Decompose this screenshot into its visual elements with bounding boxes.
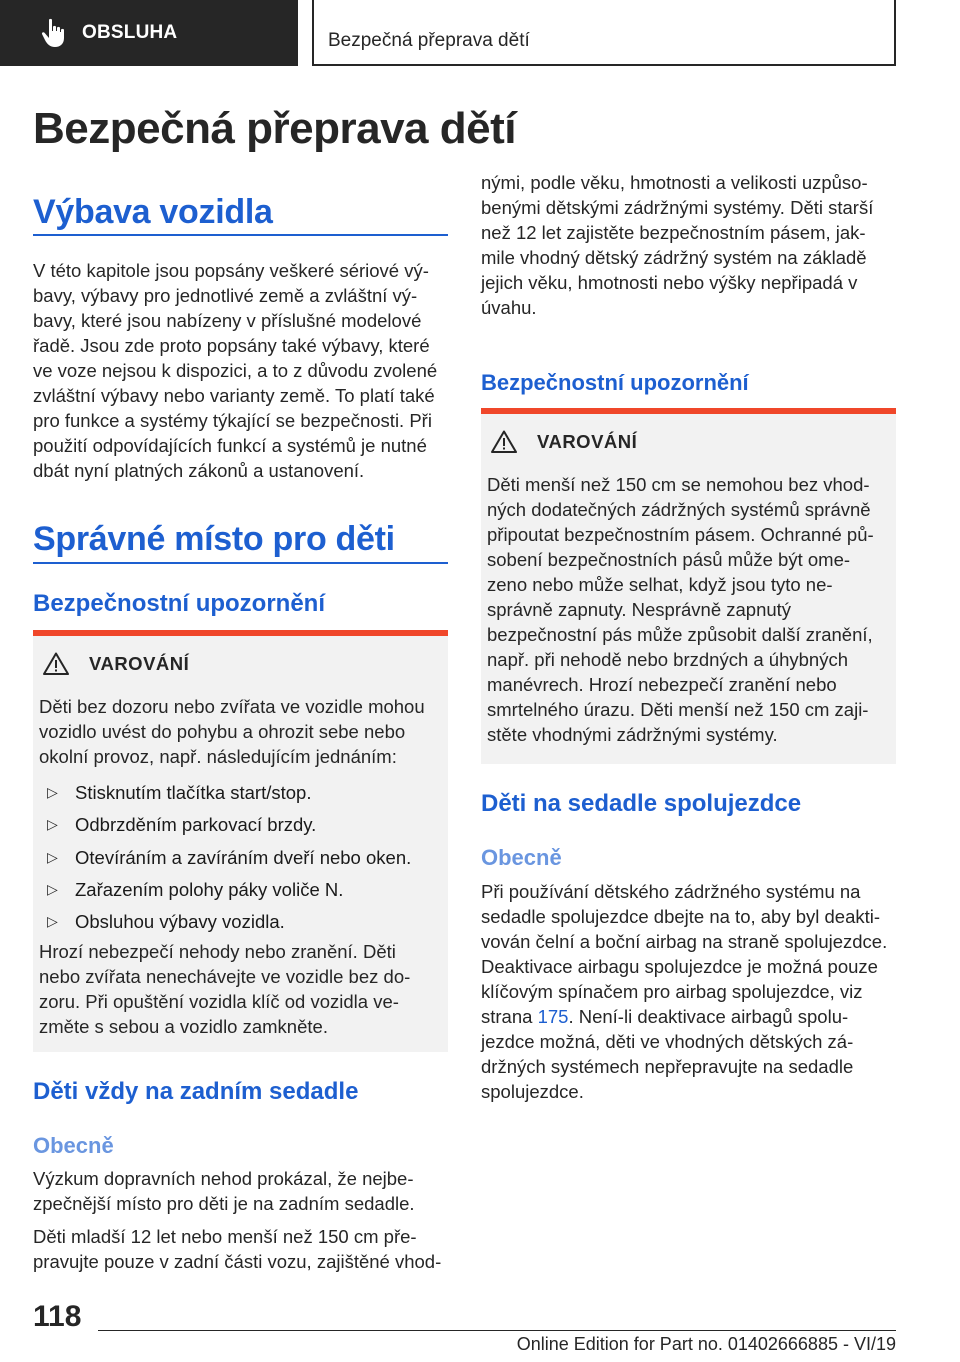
warning-text: Děti menší než 150 cm se nemohou bez vhod- ných dodatečných zádržných systémů správně připoutat bezpečnostním pásem. Ochranné pů- sobení bezpečnostních pásů může být ome- zeno nebo může selhat, když jsou tyto ne- správně zapnuty. Nesprávně zapnutý bezpečnostní pás může způsobit další zranění, např. při nehodě nebo brzdných a úhybných manévrech. Hrozí nebezpečí zranění nebo smrtelného úrazu. Děti menší než 150 cm zaji- stěte vhodnými zádržnými systémy. <box>487 474 874 745</box>
hand-pointer-icon <box>40 18 66 48</box>
warning-box <box>33 630 448 1052</box>
bullet-triangle-icon: ▷ <box>47 913 58 929</box>
subheading-general: Obecně <box>481 845 562 870</box>
rear-seat-paragraph-1: Výzkum dopravních nehod prokázal, že nejbe- zpečnější místo pro děti je na zadním sedadle. <box>33 1168 415 1214</box>
edition-note: Online Edition for Part no. 01402666885 - VI/19 <box>516 1334 896 1354</box>
rear-seat-paragraph-2: Děti mladší 12 let nebo menší než 150 cm pře- pravujte pouze v zadní části vozu, zajištěné vhod- <box>33 1226 442 1272</box>
list-item: ▷ Obsluhou výbavy vozidla. <box>47 911 285 932</box>
section-label: OBSLUHA <box>82 22 178 43</box>
page-title: Bezpečná přeprava dětí <box>33 104 516 153</box>
subheading-general: Obecně <box>33 1133 114 1158</box>
subheading-safety: Bezpečnostní upozornění <box>33 590 326 617</box>
footer-rule <box>98 1330 896 1331</box>
warning-title: VAROVÁNÍ <box>537 430 638 452</box>
warning-triangle-icon <box>43 652 69 675</box>
warning-title: VAROVÁNÍ <box>89 652 190 674</box>
warning-box <box>481 408 896 764</box>
bullet-triangle-icon: ▷ <box>47 784 58 800</box>
warning-text: Děti bez dozoru nebo zvířata ve vozidle mohou vozidlo uvést do pohybu a ohrozit sebe nebo okolní provoz, např. následujícím jednáním: <box>39 696 425 767</box>
section-rule <box>33 234 448 236</box>
bullet-triangle-icon: ▷ <box>47 816 58 832</box>
section-title-rear-seat: Děti vždy na zadním sedadle <box>33 1078 359 1105</box>
list-item: ▷ Stisknutím tlačítka start/stop. <box>47 782 312 803</box>
bullet-triangle-icon: ▷ <box>47 849 58 865</box>
list-item: ▷ Otevíráním a zavíráním dveří nebo oken. <box>47 847 412 868</box>
warning-header <box>43 652 189 675</box>
section-title-equipment: Výbava vozidla <box>33 193 273 231</box>
subheading-safety: Bezpečnostní upozornění <box>481 370 749 395</box>
section-tab <box>0 0 298 66</box>
list-item: ▷ Zařazením polohy páky voliče N. <box>47 879 344 900</box>
warning-tail-text: Hrozí nebezpečí nehody nebo zranění. Děti nebo zvířata nenechávejte ve vozidle bez do- zoru. Při opuštění vozidla klíč od vozidla ve- změte s sebou a vozidlo zamkněte. <box>39 941 411 1037</box>
continued-paragraph: nými, podle věku, hmotnosti a velikosti uzpůso- benými dětskými zádržnými systémy. Děti starší než 12 let zajistěte bezpečnostním pásem, jak- mile vhodný dětský zádržný systém na základě jejich věku, hmotnosti nebo výšky nepřipadá v úvahu. <box>481 172 874 318</box>
page-header <box>0 0 960 66</box>
bullet-triangle-icon: ▷ <box>47 881 58 897</box>
passenger-seat-paragraph: Při používání dětského zádržného systému na sedadle spolujezdce dbejte na to, aby byl deakti- vován čelní a boční airbag na straně spolujezdce. Deaktivace airbagu spolujezdce je možná pouze klíčovým spínačem pro airbag spolujezdce, viz strana 175. Není-li deaktivace airbagů spolu- jezdce možná, děti ve vhodných dětských zá- držných systémech nepřepravujte na sedadle spolujezdce. <box>481 881 888 1102</box>
equipment-paragraph: V této kapitole jsou popsány veškeré sériové vý- bavy, výbavy pro jednotlivé země a zvláštní vý- bavy, které jsou nabízeny v příslušné modelové řadě. Jsou zde proto popsány také výbavy, které ve voze nejsou k dispozici, a to z důvodu zvolené zvláštní výbavy nebo varianty země. To platí také pro funkce a systémy týkající se bezpečnosti. Při použití odpovídajících funkcí a systémů je nutné dbát nyní platných zákonů a ustanovení. <box>33 260 438 481</box>
list-item: ▷ Odbrzděním parkovací brzdy. <box>47 814 317 835</box>
warning-triangle-icon <box>491 430 517 453</box>
page-reference-link[interactable]: 175 <box>537 1006 569 1027</box>
section-rule <box>33 562 448 564</box>
warning-header <box>491 430 637 453</box>
chapter-label: Bezpečná přeprava dětí <box>312 0 896 66</box>
section-title-right-place: Správné místo pro děti <box>33 520 395 558</box>
page-number: 118 <box>33 1300 82 1333</box>
section-title-passenger-seat: Děti na sedadle spolujezdce <box>481 790 802 817</box>
